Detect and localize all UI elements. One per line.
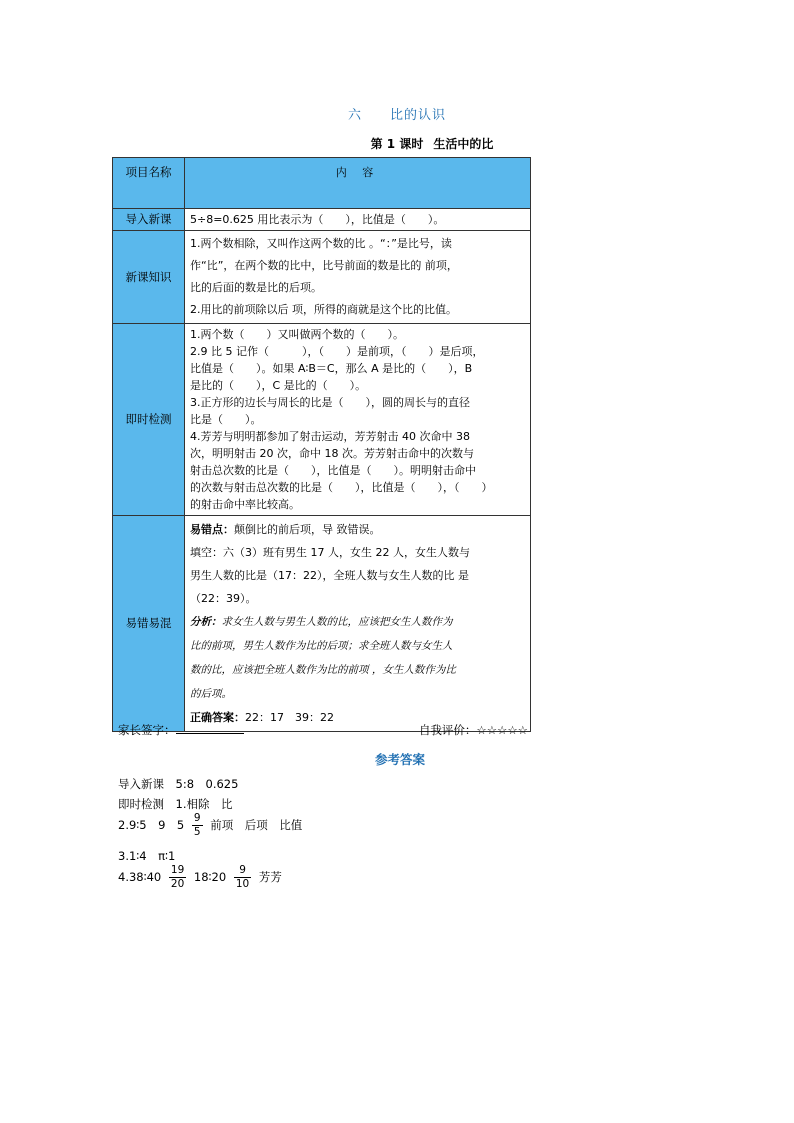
table-row-errors [113, 516, 531, 732]
lesson-number: 第 1 课时 [370, 137, 424, 151]
lesson-name: 生活中的比 [433, 137, 494, 151]
header-category: 项目名称 [113, 158, 185, 209]
header-content: 内 容 [185, 158, 531, 209]
self-evaluation: 自我评价：☆☆☆☆☆ [418, 723, 528, 737]
answer-line-4: 3.1∶4 π∶1 [118, 849, 176, 863]
table-row-intro [113, 209, 531, 231]
row-content-knowledge: 1.两个数相除，又叫作这两个数的比 。“：”是比号，读 作“比”，在两个数的比中，比号前面的数是比的 前项， 比的后面的数是比的后项。 2.用比的前项除以后 项，所得的商就是这个比的比值。 [185, 231, 531, 324]
signature-line[interactable] [176, 723, 244, 734]
answer-line-5: 4.38∶40 $\frac{19}{20}$ 18∶20 $\frac{9}{10}$ 芳芳 [118, 864, 282, 890]
fraction-9-10: $\frac{9}{10}$ [235, 864, 250, 890]
fraction-9-5: $\frac{9}{5}$ [193, 812, 201, 838]
unit-name: 比的认识 [390, 108, 447, 123]
answer-line-1: 导入新课 5:8 0.625 [118, 777, 239, 791]
row-content-intro: 5÷8=0.625 用比表示为（ ），比值是（ ）。 [185, 209, 531, 231]
row-label-errors: 易错易混 [113, 516, 185, 732]
table-header-row [113, 158, 531, 209]
table-row-check [113, 324, 531, 516]
answer-line-2: 即时检测 1.相除 比 [118, 797, 233, 811]
answers-title: 参考答案 [374, 752, 425, 767]
fraction-19-20: $\frac{19}{20}$ [170, 864, 185, 890]
unit-number: 六 [347, 108, 362, 123]
table-row-knowledge [113, 231, 531, 324]
footer [118, 722, 528, 738]
row-label-check: 即时检测 [113, 324, 185, 516]
row-content-errors: 易错点：颠倒比的前后项，导 致错误。 填空：六（3）班有男生 17 人，女生 22 人，女生人数与 男生人数的比是（17：22），全班人数与女生人数的比 是 （22：39）。 分析：求女生人数与男生人数的比，应该把女生人数作为 比的前项，男生人数作为比的后项；求全班人数与女生人 数的比，应该把全班人数作为比的前项 ，女生人数作为比 的后项。 正确答案：22：17 39：22 [185, 516, 531, 732]
row-content-check: 1.两个数（ ）又叫做两个数的（ ）。 2.9 比 5 记作（ ），（ ）是前项，（ ）是后项， 比值是（ ）。如果 A∶B＝C，那么 A 是比的（ ），B 是比的（ ），C 是比的（ ）。 3.正方形的边长与周长的比是（ ），圆的周长与的直径 比是（ ）。 4.芳芳与明明都参加了射击运动，芳芳射击 40 次命中 38 次，明明射击 20 次，命中 18 次。芳芳射击命中的次数与 射击总次数的比是（ ），比值是（ ）。明明射击命中 的次数与射击总次数的比是（ ），比值是（ ），（ ） 的射击命中率比较高。 [185, 324, 531, 516]
lesson-title [0, 135, 794, 152]
lesson-table [112, 157, 531, 732]
answer-line-3: 2.9∶5 9 5 $\frac{9}{5}$ 前项 后项 比值 [118, 812, 303, 838]
parent-signature-label: 家长签字： [118, 723, 176, 737]
row-label-intro: 导入新课 [113, 209, 185, 231]
row-label-knowledge: 新课知识 [113, 231, 185, 324]
unit-title [0, 104, 794, 123]
